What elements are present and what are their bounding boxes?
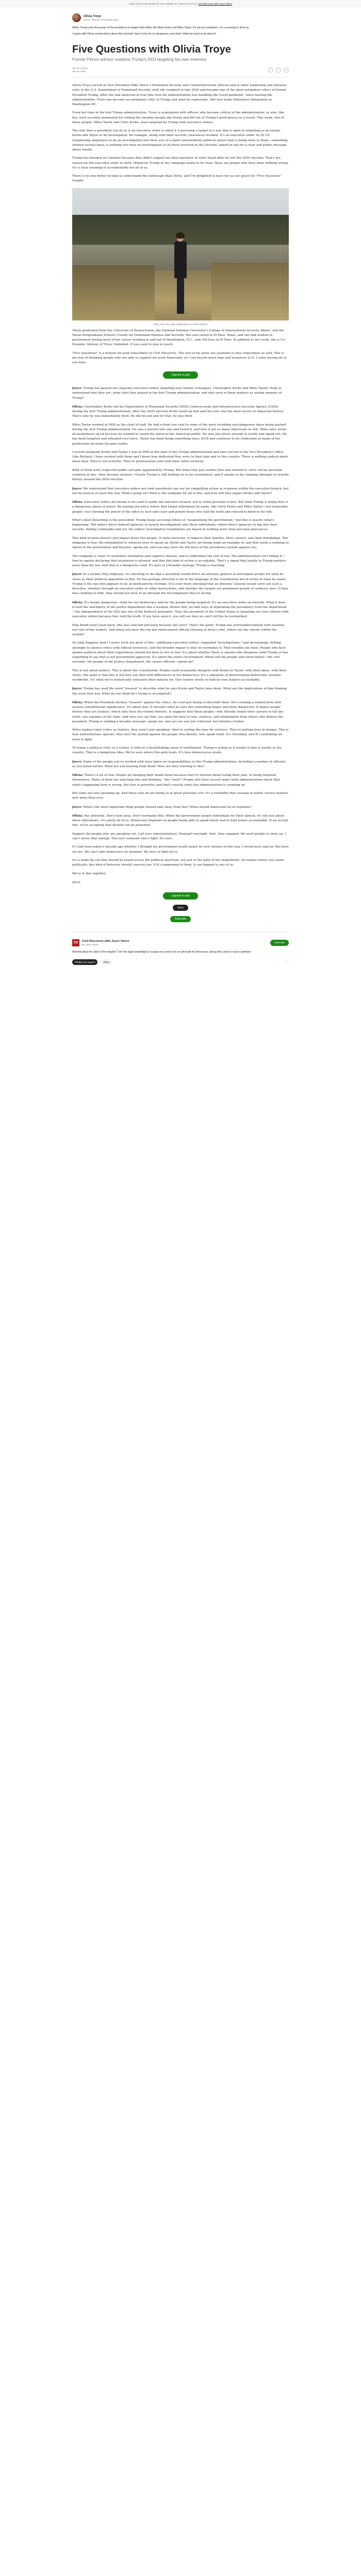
qa-paragraph <box>72 700 289 724</box>
body-paragraph: Trump has decided we enemies because they didn't support his false narrative of voter fraud after he lost the 2020 election. That's the reason for the executive order in 2025. Whatever Trump or his campaign wants to be clear, these are people who have done nothing wrong. It's a clear warning of accountability for all of us. <box>72 157 289 170</box>
speaker-label: Joyce: <box>72 486 83 490</box>
qa-paragraph <box>72 600 289 620</box>
divider <box>72 931 289 932</box>
qa-text: So what happens next? I worry we'll see more of this—additional executive orders, expanded "investigations," and increasingly chilling attempts to silence critics with federal resources, and the broader impact is that we normalize it. That troubles me most. People who have spoken publicly about their experiences should not have to live in fear. It's about whether there is anyone who disagrees with Trump or has something to say that is not government-approved. It's about the entire environment. When will the people who know better—the civil servants, the people in the Justice Department, the career officials—speak up? <box>72 641 288 664</box>
qa-paragraph <box>72 686 289 696</box>
photo <box>72 188 289 326</box>
top-banner <box>0 0 361 7</box>
closing-paragraph: It's a wake-up call that should be heard across the political spectrum, not just in the halls of the department. No matter where you stand politically, this kind of behavior should concern you. If it's happening to them, it can happen to any of us. <box>72 858 284 867</box>
qa-text: Support the people who are speaking out. Call your representatives. Demand oversight. Vote. Stay engaged. We need people to show up. I can't stress that enough. This isn't someone else's fight. It's ours. <box>72 832 286 840</box>
qa-paragraph <box>72 486 289 496</box>
intro-paragraph: When Trump uses the power of the presidency to target truth-tellers like Mark Krebs and Miles Taylor, it's not just retaliation—it's a warning to all of us. <box>72 26 250 29</box>
qa-paragraph <box>72 572 289 596</box>
qa-paragraph <box>72 845 289 854</box>
qa-text: Some of the people you've worked with have taken on responsibilities in this Trump administration, including a number of officials, as you noted earlier. What are you hearing from them? How are they reacting to this? <box>72 760 286 768</box>
body-paragraph: Olivia Troye served as Vice President Mike Pence's Homeland Security and Counterterrorism Advisor and in other leadership and advisory roles at the U.S. Department of Homeland Security until she resigned in late 2020 and became one of the most outspoken critics of former President Trump, after she had observed in real time how his administration was handling the Covid pandemic. Since leaving the administration, Troye has become an outspoken critic of Trump and what he represents. She now leads Enterprise Integration in Washington DC. <box>72 84 287 106</box>
body-paragraph: The only time a president can do so is an executive order is when it is pursuing a target in a way that is open to targeting as an enemy. Krebs and Taylor to be investigated, for example, along with their security clearances revoked. It's an executive order. In 20 US telephoning employees to do an investigation into their acts of a quite extraordinary political nature that is being done to them—something without factual basis, is nothing less than an investigation of all those involved in the election, aimed to ask for a clear and public message about loyalty. <box>72 129 288 151</box>
qa-paragraph <box>72 404 289 419</box>
subscribe-button[interactable]: Subscribe <box>270 940 289 946</box>
qa-text: I served alongside Krebs and Taylor, I was at DHS at the start of the Trump administration and later served in the Vice President's office. Like Richard, I have worked with them and I know how dedicated they were to their jobs and to this country. There is nothing radical about these men. They're not activists. They're professionals who took their oaths seriously. <box>72 451 288 464</box>
qa-paragraph <box>72 386 289 401</box>
qa-paragraph <box>72 832 289 841</box>
qa-paragraph <box>72 669 289 683</box>
qa-text: Pay attention. Don't look away. Don't normalize this. When the government targets individuals for their speech, it's not just about those individuals—it's about all of us. Democracy depends on people being able to speak freely and to hold power accountable. If we accept this, we're accepting that dissent can be punished. <box>72 814 288 827</box>
photo-image <box>72 188 289 320</box>
body-paragraph: "Five Questions" is a feature for paid subscribers to Civil Discourse. The rest of my posts are available to free subscribers as well. This is my way of thanking people who are able to support my work financially, so I can devote more time and resources to it. I value having all of you here. <box>72 351 287 364</box>
speaker-label: Joyce: <box>72 759 83 764</box>
qa-text: But some are also speaking up. And those who do are doing so at great personal cost. It's a reminder that courage in public service matters now more than ever. <box>72 791 288 800</box>
header-author <box>72 13 289 22</box>
publication-name[interactable]: Civil Discourse with Joyce Vance <box>82 939 129 943</box>
header-author-subtitle: Jul 30 · Director of Civil Discourse <box>84 18 119 21</box>
speaker-label: Olivia: <box>72 773 84 777</box>
qa-text: In a former DOJ employee, it's shocking to me that a president would direct an attorney general to investigate people for what he views as their political opposition to him. He has perhaps directed it not in the language of the Constitution but in terms of what he wants. Trump is the one who appears to be so motivated by revenge. It is even more shocking that an Attorney General would carry out such a directive, whether through an executive order or other instructions, and whether the targets are prominent people or ordinary ones. If they have nothing to hide, they should not have to go through the investigations they're facing. <box>72 573 289 596</box>
qa-text: This is not about politics. This is about the Constitution. People could reasonably disagree with Krebs or Taylor, with their ideas, with their views. The point is that this is not how you deal with differences in our democracy. It's a signature of deteriorating democratic systems worldwide. It's what we've historically criticized other nations for. Our country needs to hold its own leaders accountable. <box>72 669 287 682</box>
footer-actions <box>72 959 289 965</box>
share-button[interactable]: Share <box>173 905 188 911</box>
article-author[interactable]: JOYCE VANCE <box>72 67 88 70</box>
top-banner-link[interactable]: Civil Discourse with Joyce Vance <box>198 2 232 5</box>
header-author-name[interactable]: Olivia Troye <box>84 14 102 18</box>
qa-paragraph <box>72 554 289 569</box>
qa-paragraph <box>72 536 289 551</box>
upgrade-button-end[interactable]: Upgrade to paid <box>163 892 198 900</box>
qa-text: Trump has used the word "treason" to describe what he says Krebs and Taylor have done. What are the implications of him framing the issue that way. What do you think he's trying to accomplish? <box>72 687 287 696</box>
speaker-label: Joyce: <box>72 572 83 577</box>
person-figure <box>174 233 187 320</box>
qa-text: When leaders label critics as traitors, they aren't just speaking—they're setting the tone for violence. They're putting lives in danger. This is how authoritarians operate: they turn the system against the people who dissent, who speak truth. It's Orwellian, and it's something we need to fight. <box>72 728 289 741</box>
qa-text: Christopher Krebs led the Department of Homeland Security (DHS) Cybersecurity and Infrastructure Security Agency (CISA) during the first Trump administration. After the 2020 election Krebs stood up and said the vote was the most secure in American history. That's why he was immediately fired. He did his job and for that, he was fired. <box>72 405 284 418</box>
qa-paragraph <box>72 450 289 465</box>
end-buttons <box>72 892 289 922</box>
speaker-label: Olivia: <box>72 600 84 604</box>
intro <box>72 26 289 36</box>
signoff: Joyce <box>72 880 81 884</box>
body-paragraph: From her time in the first Trump administration, Troye is acquainted with officers who became critical of the administration, or who, like her, were recently nominated for vetting the enemies people like Krebs and fell out of Trump's good graces as a result. This week, two of those people, Miles Taylor and Chris Krebs, were targeted by Trump with executive orders. <box>72 111 285 124</box>
qa-paragraph <box>72 641 289 665</box>
qa-text: This kind of move doesn't just impact these two people. It chills everyone. It impacts their families, their careers, and their friendships. The endgame is fear, the intimidation to whoever tries to speak up. Krebs and Taylor are being made an example of, and that sends a warning to others in the government and beyond—speak out, and you may have the full force of the presidency turned against you. <box>72 536 289 550</box>
article-body <box>72 83 289 922</box>
speaker-label: Olivia: <box>72 405 84 409</box>
intro-paragraph: I spoke with Olivia several times about this moment. Here's why it's so dangerous, and what I think we need to do about it. <box>72 32 217 36</box>
share-icon[interactable]: ↗ <box>284 67 289 73</box>
qa-text: We understand that executive orders are tools presidents can use for compelling action or response within the executive branch, but not focused in at least this way. What's going on? What is the endgame for all of this, and how will they impact Krebs and Taylor? <box>72 487 289 495</box>
qa-paragraph <box>72 805 289 810</box>
qa-text: When the President invokes "treason" against his critics, he's not just trying to discredit them. He's sending a loaded term with serious constitutional significance. It's about fear. It elevates what he says into something larger and more dangerous. It makes people believe they are traitors, which only fuels the violent rhetoric. It suggests that these people—who literally risked their careers to tell the truth—are enemies of the state. And once you say that, you open the door to fear, violence, and intimidation from others who believe the president. Trump is sending a broader message: speak out, and you are not just criticized, but labeled a traitor. <box>72 701 284 723</box>
qa-text: Pam Bondi won't push back. She was selected precisely because she won't. That's the point. Trump has surrounded himself with loyalists, not rule-of-law leaders. And when you have the top law enforcement official refusing to draw a line, where are the checks within the system? <box>72 623 286 636</box>
upgrade-button[interactable]: Upgrade to paid <box>163 371 198 379</box>
body-paragraph: There is no one better to help us understand this landscape than Olivia, and I'm delighted to have her as our guest for "Five Questions" tonight. <box>72 175 282 183</box>
qa-paragraph <box>72 814 289 828</box>
qa-text: If I had been asked a decade ago whether I thought my government would target its own citizens in this way, I would have said no. But here we are. We can't take democracy for granted. We have to fight for it. <box>72 845 289 854</box>
subscribe-button-end[interactable]: Subscribe <box>170 916 191 922</box>
qa-text: What's the most important thing people should take away from this? What should Americans do in response? <box>83 805 252 809</box>
article-date: JUL 30, 2025 <box>72 70 86 73</box>
footer-share-button[interactable]: Share <box>101 959 112 965</box>
heart-icon[interactable]: ♡ <box>268 67 273 73</box>
speaker-label: Olivia: <box>72 700 84 704</box>
pledge-button[interactable]: Pledge your support <box>72 959 97 965</box>
speaker-label: Olivia: <box>72 814 84 818</box>
speaker-label: Olivia: <box>72 500 84 504</box>
qa-text: What's most disturbing is the precedent. Trump keeps accusing others of "weaponizing the government," but this is exactly what's happening. The orders direct federal agencies to launch investigations into these individuals; orders direct agencies to dig into their records, finding criminality and yet, the orders' investigative foundations are based on nothing more than personal grievances. <box>72 518 277 532</box>
qa-paragraph <box>72 746 289 755</box>
publication-byline: By Joyce Vance <box>82 943 99 946</box>
qa-text: Trump has passed two separate executive orders targeting your former colleagues, Christopher Krebs and Miles Taylor. Help us understand who they are, what roles they played in the first Trump administration, and why each of these matters as seeing enemies of Trump? <box>72 387 282 400</box>
qa-paragraph <box>72 423 289 447</box>
qa-paragraph <box>72 728 289 742</box>
qa-text: It's deeply dangerous—both for our democracy and for the people being targeted. It's an executive order on steroids. What it does is turn the machinery of the justice department into a weapon. Before this, we had ways of separating the presidency from the department—the independence of the DOJ was one of the bedrock principles. Now, the president of the United States is targeting our own citizens with executive orders because they told the truth. If you have seen it, you will see how we can't let this be normalized. <box>72 601 289 619</box>
speaker-label: Joyce: <box>72 687 83 691</box>
top-banner-text: Olivia Troye's full Substack is now available at a special price from <box>129 2 198 5</box>
qa-text: The endgame is clear: to normalize retaliation and suppress dissent, and to undermine the rule of law. The administration isn't hiding it—they're openly declaring that retaliation is allowed, and that this kind of action is acceptable. That's a signal that loyalty to Trump matters more than the law. And that is a dangerous road. It's part of a broader strategy. Trump is reaching. <box>72 554 286 567</box>
photo-caption: Olivia Troye (by Hugo Rojas/Caleb Lee/Jesse Wilson) <box>153 323 208 326</box>
closing-paragraph: We're in this together, <box>72 872 107 875</box>
qa-text: Executive orders are meant to be used to guide the executive branch, not to settle personal scores. But what Trump is doing here is a dangerous abuse of power. By issuing executive orders that target individuals by name, like Chris Krebs and Miles Taylor—two honorable people—he's turning the power of the office to hurt and scare and punish those who told the truth and refused to bend to his will. <box>72 501 288 514</box>
speaker-label: Joyce: <box>72 386 83 391</box>
qa-paragraph <box>72 759 289 769</box>
qa-text: To frame a political critic as a traitor, it reflects a breathtaking sense of entitlement. Trump is acting as if loyalty to him is loyalty to the country. That is a dangerous idea. We've seen where this path leads. It's how democracies erode. <box>72 746 282 755</box>
qa-text: Miles Taylor worked at DHS as the chief of staff. He had a front row seat to some of the most troubling and dangerous ideas being pushed during the first Trump administration. He was a person who saw and heard it, and how it put so many Americans at risk. Miles later wrote an anonymous op-ed because he wanted to sound the alarm to the American public. He was also brave enough to testify and speak out. He has been targeted and attacked ever since. Taylor has been doing something since 2018 and continues to be vindicated as many of the predictions he made became reality. <box>72 423 287 446</box>
article-meta <box>72 67 289 73</box>
body-paragraph: Olivia graduated from the University of Pennsylvania, the National Defense University's College of International Security Affairs, and the Naval Postgraduate School's Center for Homeland Defense and Security. She was raised in El Paso, Texas, and she had worked in government during most of her career working in and out of Washington, D.C., and still lives in El Paso. In addition to her work, she is Co-Founder, Advisor of Troye Unlimited. If you want to stay in touch: <box>72 329 286 347</box>
comment-icon[interactable]: ◌ <box>276 67 281 73</box>
qa-paragraph <box>72 791 289 801</box>
article-column <box>72 13 289 965</box>
page-subtitle: Former Pence advisor explains Trump's DOJ targeting his own enemies <box>72 57 207 62</box>
qa-paragraph <box>72 468 289 483</box>
qa-paragraph <box>72 518 289 533</box>
publication-logo[interactable]: CD <box>72 939 79 946</box>
publication-footer <box>72 939 289 946</box>
qa-text: Both of them were respected public servants appointed by Trump. But when they put country first and refused to carry out his personal vendetta or lies—they became enemies. Clearly Trump is still holding on to his resentment, and it speaks to the ongoing attempts to rewrite history around the 2020 election. <box>72 468 289 482</box>
qa-paragraph <box>72 773 289 788</box>
avatar[interactable] <box>72 13 81 22</box>
publication-description: Worried about the state of the republic? Join the legal knowledge & courage you need to be an advocate for democracy, along with a dose of savvy optimism. <box>72 950 252 954</box>
more-icon[interactable]: ⋯ <box>285 960 289 964</box>
qa-paragraph <box>72 500 289 515</box>
qa-text: There's a lot of fear. People are keeping their heads down because they're worried about losing their jobs, or being targeted themselves. Many of them are watching this and thinking, "Am I next?" People who have served under both administrations know that what's happening here is wrong. But fear is powerful, and that's exactly what this administration is counting on. <box>72 774 280 787</box>
page-title: Five Questions with Olivia Troye <box>72 44 231 56</box>
qa-paragraph <box>72 623 289 638</box>
speaker-label: Joyce: <box>72 805 83 809</box>
